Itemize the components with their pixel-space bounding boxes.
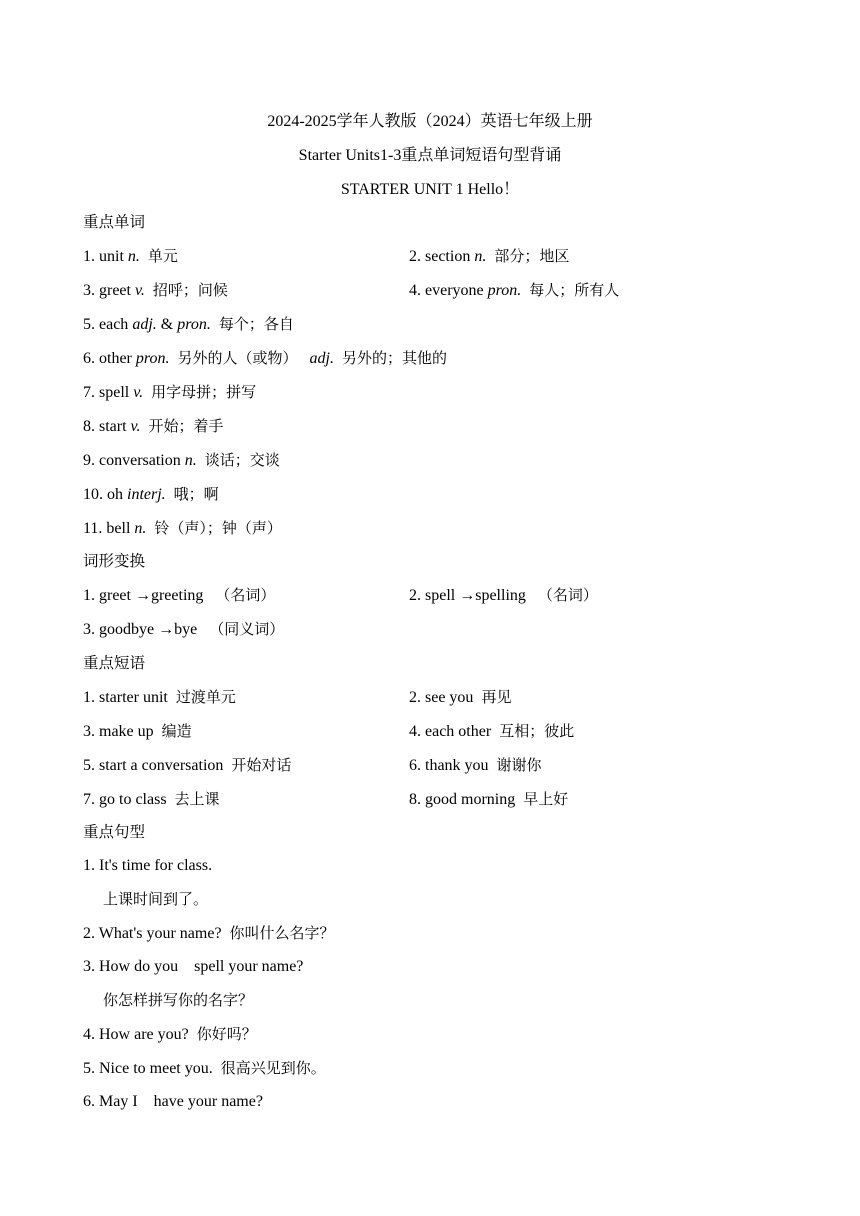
vocab-item: 2. section n. 部分；地区 [409,247,570,265]
sentence-item: 6. May I have your name? [83,1093,263,1110]
sentence-item: 5. Nice to meet you. 很高兴见到你。 [83,1059,326,1077]
vocab-item: 1. unit n. 单元 [83,247,178,265]
sentence-item: 2. What's your name? 你叫什么名字？ [83,924,335,942]
sentence-item: 1. It's time for class. [83,857,213,874]
phrase-item: 1. starter unit 过渡单元 [83,688,236,706]
unit-title: STARTER UNIT 1 Hello！ [340,181,520,198]
vocab-item: 3. greet v. 招呼；问候 [83,281,228,299]
phrase-item: 8. good morning 早上好 [409,790,569,808]
vocab-item: 4. everyone pron. 每人；所有人 [409,281,620,299]
sentence-item: 4. How are you? 你好吗？ [83,1025,257,1043]
sentence-translation: 你怎样拼写你的名字？ [103,991,254,1009]
phrases-heading: 重点短语 [83,654,146,672]
vocab-item: 7. spell v. 用字母拼；拼写 [83,383,257,401]
vocab-item: 8. start v. 开始；着手 [83,417,224,435]
phrase-item: 4. each other 互相；彼此 [409,722,575,740]
phrase-item: 7. go to class 去上课 [83,790,220,808]
forms-heading: 词形变换 [83,552,146,570]
vocab-item: 9. conversation n. 谈话；交谈 [83,451,280,469]
phrase-item: 3. make up 编造 [83,722,192,740]
phrase-item: 5. start a conversation 开始对话 [83,756,292,774]
vocab-item: 11. bell n. 铃（声）；钟（声） [83,519,282,537]
document-title: 2024-2025学年人教版（2024）英语七年级上册 [267,113,593,130]
phrase-item: 6. thank you 谢谢你 [409,756,542,774]
vocab-item: 6. other pron. 另外的人（或物） adj. 另外的；其他的 [83,349,447,367]
phrase-item: 2. see you 再见 [409,688,512,706]
document-subtitle: Starter Units1-3重点单词短语句型背诵 [298,147,562,164]
sentence-item: 3. How do you spell your name? [83,958,304,975]
form-item: 2. spell →spelling （名词） [409,586,598,604]
vocab-item: 5. each adj. & pron. 每个；各自 [83,315,294,333]
sentences-heading: 重点句型 [83,823,146,841]
form-item: 1. greet →greeting （名词） [83,586,276,604]
sentence-translation: 上课时间到了。 [103,890,209,908]
form-item: 3. goodbye →bye （同义词） [83,620,285,638]
vocab-item: 10. oh interj. 哦；啊 [83,485,219,503]
vocab-heading: 重点单词 [83,213,146,231]
